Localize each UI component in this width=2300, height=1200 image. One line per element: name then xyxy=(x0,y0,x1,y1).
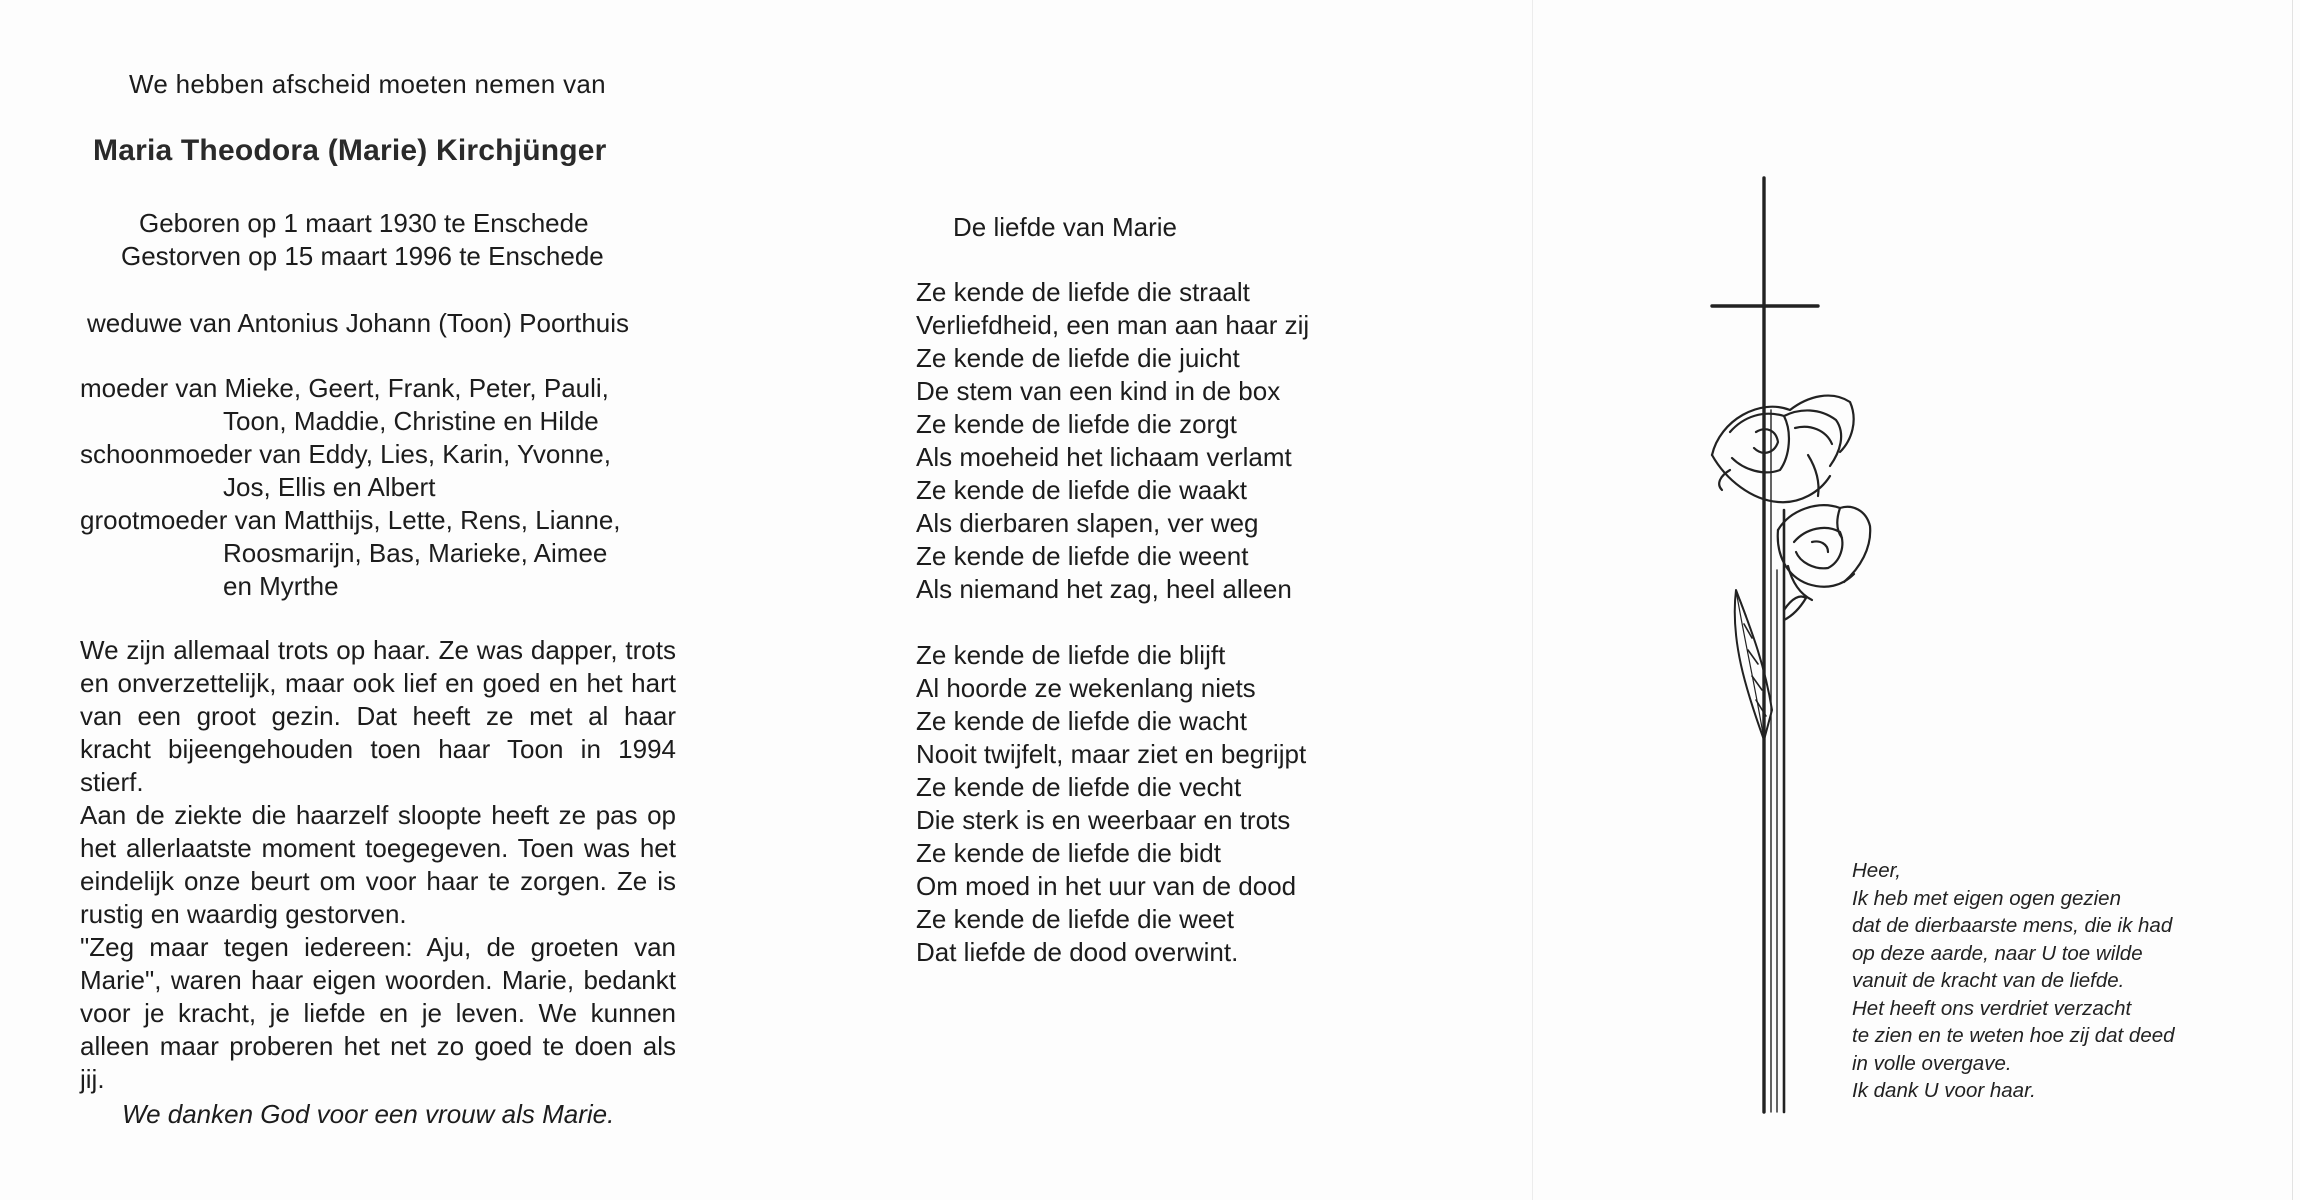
card-fold-line xyxy=(1532,0,1533,1200)
prayer-line: Ik heb met eigen ogen gezien xyxy=(1852,886,2121,910)
family-line: grootmoeder van Matthijs, Lette, Rens, Lianne, xyxy=(80,505,621,535)
poem-line: Die sterk is en weerbaar en trots xyxy=(916,805,1291,835)
poem-line: Ze kende de liefde die wacht xyxy=(916,706,1247,736)
widow-line: weduwe van Antonius Johann (Toon) Poorthuis xyxy=(87,308,630,338)
poem-line: Al hoorde ze wekenlang niets xyxy=(916,673,1256,703)
poem-line: Ze kende de liefde die juicht xyxy=(916,343,1240,373)
birth-line: Geboren op 1 maart 1930 te Enschede xyxy=(139,208,589,238)
poem-line: Als moeheid het lichaam verlamt xyxy=(916,442,1292,472)
family-line: moeder van Mieke, Geert, Frank, Peter, Pauli, xyxy=(80,373,609,403)
death-line: Gestorven op 15 maart 1996 te Enschede xyxy=(121,241,604,271)
biography-paragraph: "Zeg maar tegen iedereen: Aju, de groeten van Marie", waren haar eigen woorden. Marie, bedankt voor je kracht, je liefde en je leven. We kunnen alleen maar proberen het net zo goed te doen als jij. xyxy=(80,932,676,1094)
prayer-line: vanuit de kracht van de liefde. xyxy=(1852,969,2125,992)
poem-line: Om moed in het uur van de dood xyxy=(916,871,1297,901)
poem-line: Nooit twijfelt, maar ziet en begrijpt xyxy=(916,739,1307,769)
poem-line: Als niemand het zag, heel alleen xyxy=(916,574,1292,604)
intro-text: We hebben afscheid moeten nemen van xyxy=(129,69,606,99)
family-line: Toon, Maddie, Christine en Hilde xyxy=(223,406,599,436)
family-line: Jos, Ellis en Albert xyxy=(223,472,436,502)
poem-line: Ze kende de liefde die vecht xyxy=(916,772,1242,802)
poem-line: De stem van een kind in de box xyxy=(916,376,1281,406)
biography-text xyxy=(80,634,676,1096)
prayer-line: in volle overgave. xyxy=(1852,1051,2012,1075)
prayer-line: op deze aarde, naar U toe wilde xyxy=(1852,941,2143,965)
poem-line: Ze kende de liefde die weet xyxy=(916,904,1234,934)
prayer-line: te zien en te weten hoe zij dat deed xyxy=(1852,1024,2175,1047)
deceased-name: Maria Theodora (Marie) Kirchjünger xyxy=(93,134,607,167)
poem-line: Dat liefde de dood overwint. xyxy=(916,937,1239,967)
poem-line: Ze kende de liefde die waakt xyxy=(916,475,1247,505)
family-list xyxy=(80,372,621,603)
family-line: en Myrthe xyxy=(223,571,339,601)
prayer-line: Ik dank U voor haar. xyxy=(1852,1079,2036,1102)
poem-title: De liefde van Marie xyxy=(953,212,1177,242)
prayer-text xyxy=(1852,857,2175,1105)
poem-line: Ze kende de liefde die straalt xyxy=(916,277,1250,307)
family-line: Roosmarijn, Bas, Marieke, Aimee xyxy=(223,538,608,568)
poem-line: Ze kende de liefde die weent xyxy=(916,541,1249,571)
prayer-line: Heer, xyxy=(1852,859,1901,882)
biography-paragraph: Aan de ziekte die haarzelf sloopte heeft ze pas op het allerlaatste moment toegegeven. Toen was het eindelijk onze beurt om voor haar te zorgen. Ze is rustig en waardig gestorven. xyxy=(80,800,676,929)
family-line: schoonmoeder van Eddy, Lies, Karin, Yvonne, xyxy=(80,439,611,469)
poem-line: Als dierbaren slapen, ver weg xyxy=(916,508,1259,538)
card-edge xyxy=(2292,0,2293,1200)
biography-paragraph: We zijn allemaal trots op haar. Ze was dapper, trots en onverzettelijk, maar ook lief en goed en het hart van een groot gezin. Dat heeft ze met al haar kracht bijeengehouden toen haar Toon in 1994 stierf. xyxy=(80,635,676,797)
poem-line: Ze kende de liefde die zorgt xyxy=(916,409,1237,439)
poem-line: Ze kende de liefde die bidt xyxy=(916,838,1221,868)
poem xyxy=(916,276,1309,969)
poem-line: Verliefdheid, een man aan haar zij xyxy=(916,310,1310,340)
prayer-line: dat de dierbaarste mens, die ik had xyxy=(1852,914,2173,937)
prayer-line: Het heeft ons verdriet verzacht xyxy=(1852,996,2132,1020)
closing-thanks: We danken God voor een vrouw als Marie. xyxy=(122,1099,615,1129)
poem-line: Ze kende de liefde die blijft xyxy=(916,640,1226,670)
